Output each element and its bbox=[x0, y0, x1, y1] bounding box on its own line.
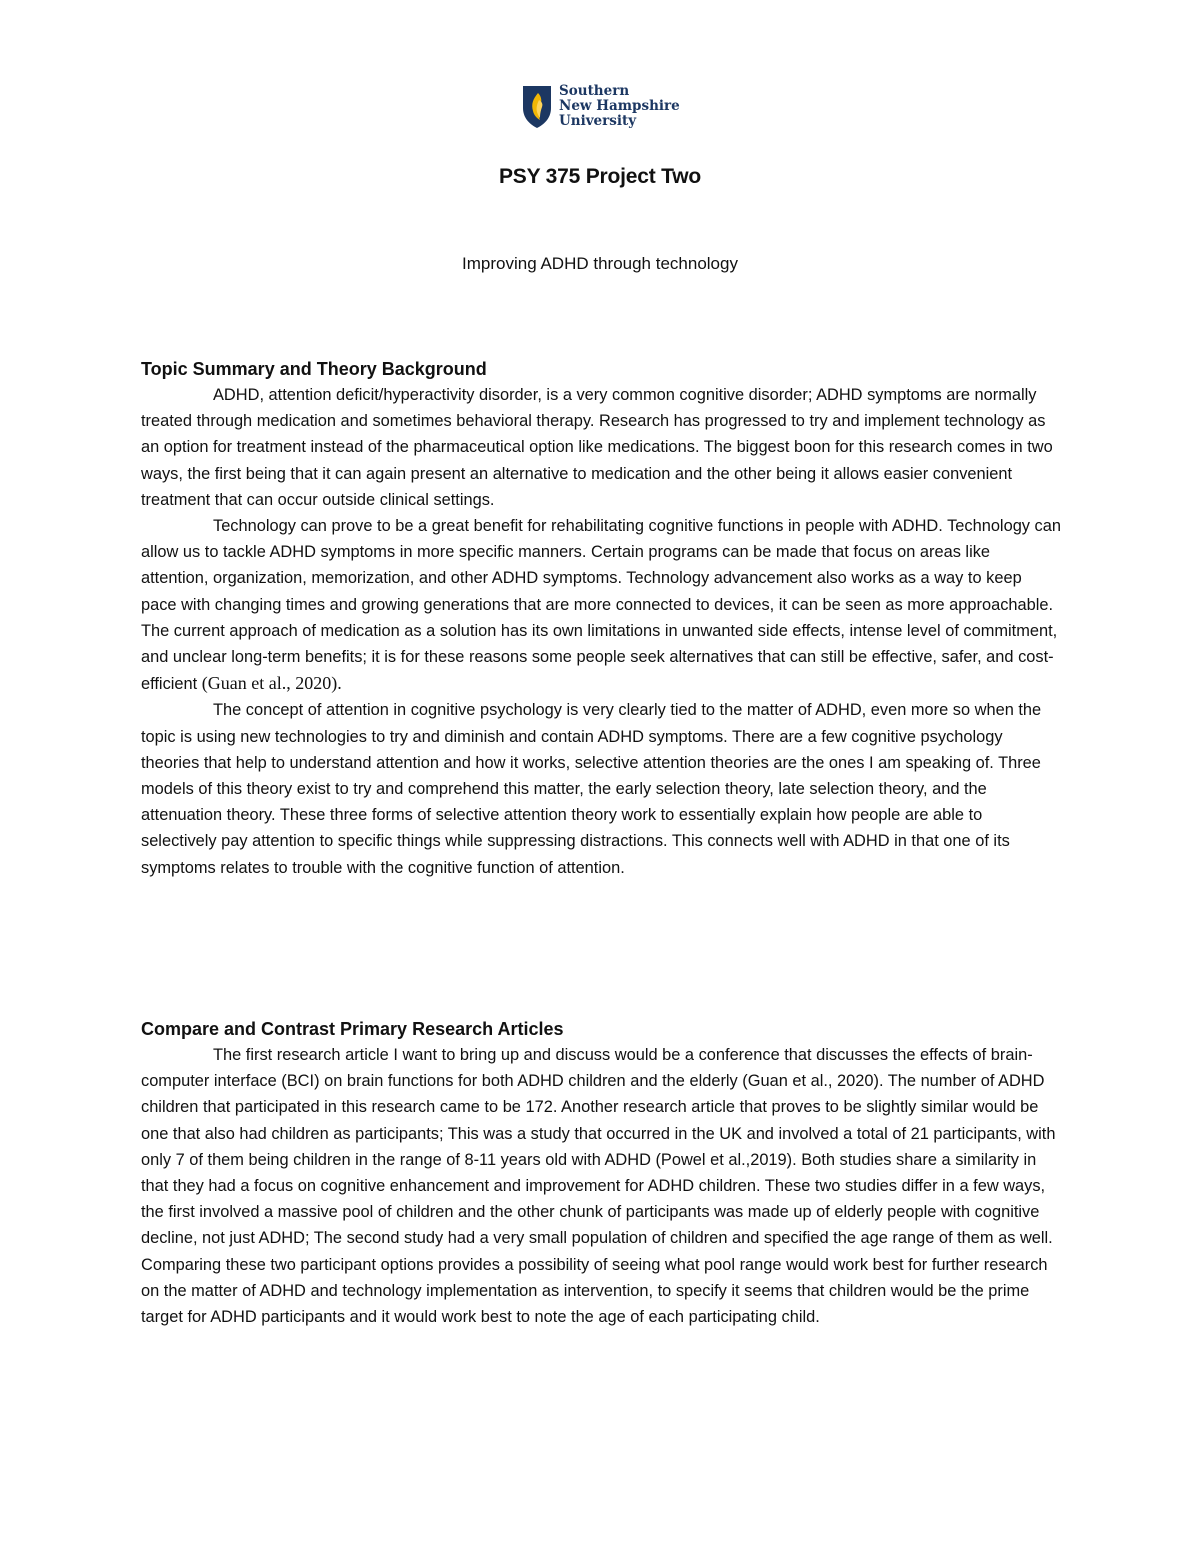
logo-line: University bbox=[559, 113, 637, 129]
paragraph: The concept of attention in cognitive psychology is very clearly tied to the matter of ADHD, even more so when the topic is using new technologies to try and diminish and contain ADHD symptoms. There are a few cognitive psychology theories that help to understand attention and how it works, selective attention theories are the ones I am speaking of. Three models of this theory exist to try and comprehend this matter, the early selection theory, late selection theory, and the attenuation theory. These three forms of selective attention theory work to essentially explain how people are able to selectively pay attention to specific things while suppressing distractions. This connects well with ADHD in that one of its symptoms relates to trouble with the cognitive function of attention. bbox=[141, 701, 1042, 877]
section-heading: Topic Summary and Theory Background bbox=[141, 359, 487, 379]
section-heading: Compare and Contrast Primary Research Articles bbox=[141, 1019, 564, 1039]
paragraph-text: Technology can prove to be a great benefit for rehabilitating cognitive functions in people with ADHD. Technology can allow us to tackle ADHD symptoms in more specific manners. Certain programs can be made that focus on areas like attention, organization, memorization, and other ADHD symptoms. Technology advancement also works as a way to keep pace with changing times and growing generations that are more connected to devices, it can be seen as more approachable. The current approach of medication as a solution has its own limitations in unwanted side effects, intense level of commitment, and unclear long-term benefits; it is for these reasons some people seek alternatives that can still be effective, safer, and cost-efficient bbox=[141, 517, 1061, 694]
paragraph bbox=[141, 513, 1061, 697]
page-title: PSY 375 Project Two bbox=[498, 165, 701, 188]
citation: (Guan et al., 2020). bbox=[201, 673, 342, 694]
paragraph: ADHD, attention deficit/hyperactivity disorder, is a very common cognitive disorder; ADHD symptoms are normally treated through medication and sometimes behavioral therapy. Research has progressed to try and implement technology as an option for treatment instead of the pharmaceutical option like medications. The biggest boon for this research comes in two ways, the first being that it can again present an alternative to medication and the other being it allows easier convenient treatment that can occur outside clinical settings. bbox=[141, 386, 1053, 509]
paragraph: The first research article I want to bring up and discuss would be a conference that discusses the effects of brain-computer interface (BCI) on brain functions for both ADHD children and the elderly (Guan et al., 2020). The number of ADHD children that participated in this research came to be 172. Another research article that proves to be slightly similar would be one that also had children as participants; This was a study that occurred in the UK and involved a total of 21 participants, with only 7 of them being children in the range of 8-11 years old with ADHD (Powel et al.,2019). Both studies share a similarity in that they had a focus on cognitive enhancement and improvement for ADHD children. These two studies differ in a few ways, the first involved a massive pool of children and the other chunk of participants was made up of elderly people with cognitive decline, not just ADHD; The second study had a very small population of children and specified the age range of them as well. Comparing these two participant options provides a possibility of seeing what pool range would work best for further research on the matter of ADHD and technology implementation as intervention, to specify it seems that children would be the prime target for ADHD participants and it would work best to note the age of each participating child. bbox=[141, 1046, 1056, 1327]
section-compare-contrast bbox=[141, 1016, 1061, 1330]
university-logo bbox=[521, 84, 680, 130]
logo-line: New Hampshire bbox=[559, 98, 680, 114]
logo-wordmark bbox=[559, 84, 680, 129]
section-topic-summary bbox=[141, 356, 1061, 881]
logo-line: Southern bbox=[559, 83, 630, 99]
page-subtitle: Improving ADHD through technology bbox=[462, 254, 738, 273]
shield-flame-icon bbox=[521, 84, 553, 130]
